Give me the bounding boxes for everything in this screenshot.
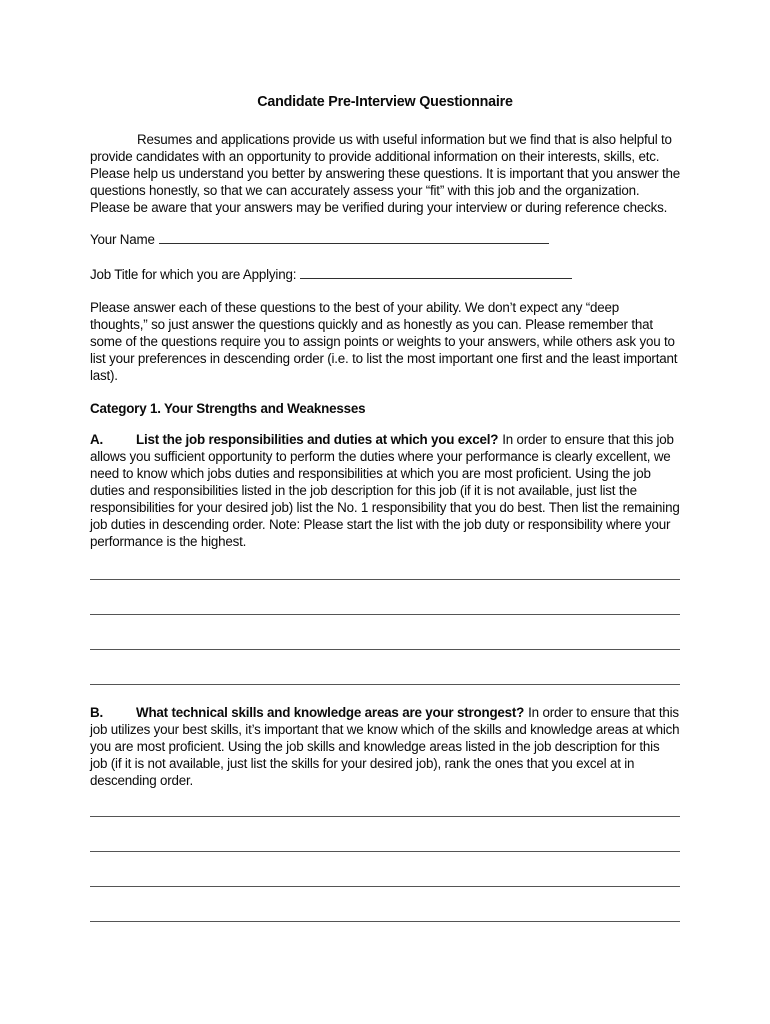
question-a-answer-area [90, 579, 680, 685]
page-title: Candidate Pre-Interview Questionnaire [257, 94, 513, 110]
question-a-prompt: List the job responsibilities and duties at which you excel? [136, 432, 499, 447]
answer-line[interactable] [90, 886, 680, 887]
category-1-heading: Category 1. Your Strengths and Weaknesses [90, 401, 366, 416]
question-b-answer-area [90, 816, 680, 922]
instructions-paragraph: Please answer each of these questions to the best of your ability. We don’t expect any “deep thoughts,” so just answer the questions quickly and as honestly as you can. Please remember that some of the questions require you to assign points or weights to your answers, while others ask you to list your preferences in descending order (i.e. to list the most important one first and the least important last). [90, 300, 678, 383]
question-b [90, 704, 680, 789]
your-name-input-line[interactable] [159, 231, 549, 244]
job-title-input-line[interactable] [300, 266, 572, 279]
answer-line[interactable] [90, 579, 680, 580]
answer-line[interactable] [90, 816, 680, 817]
question-b-body: In order to ensure that this job utilizes your best skills, it’s important that we know which of the skills and knowledge areas at which you are most proficient. Using the job skills and knowledge areas listed in the job description for this job (if it is not available, just list the skills for your desired job), rank the ones that you excel at in descending order. [90, 705, 680, 788]
answer-line[interactable] [90, 649, 680, 650]
question-a-letter: A. [90, 432, 103, 447]
answer-line[interactable] [90, 851, 680, 852]
answer-line[interactable] [90, 921, 680, 922]
job-title-label: Job Title for which you are Applying: [90, 267, 297, 282]
question-a-body: In order to ensure that this job allows you sufficient opportunity to perform the duties where your performance is clearly excellent, we need to know which jobs duties and responsibilities at which you are most proficient. Using the job duties and responsibilities listed in the job description for this job (if it is not available, just list the responsibilities for your desired job) list the No. 1 responsibility that you do best. Then list the remaining job duties in descending order. Note: Please start the list with the job duty or responsibility where your performance is the highest. [90, 432, 680, 549]
question-a [90, 431, 680, 550]
answer-line[interactable] [90, 684, 680, 685]
intro-paragraph: Resumes and applications provide us with useful information but we find that is also helpful to provide candidates with an opportunity to provide additional information on their interests, skills, etc. Please help us understand you better by answering these questions. It is important that you answer the questions honestly, so that we can accurately assess your “fit” with this job and the organization. Please be aware that your answers may be verified during your interview or during reference checks. [90, 132, 680, 215]
your-name-label: Your Name [90, 232, 155, 247]
question-b-prompt: What technical skills and knowledge areas are your strongest? [136, 705, 525, 720]
question-b-letter: B. [90, 705, 103, 720]
your-name-field-row [90, 231, 680, 248]
answer-line[interactable] [90, 614, 680, 615]
job-title-field-row [90, 266, 680, 283]
